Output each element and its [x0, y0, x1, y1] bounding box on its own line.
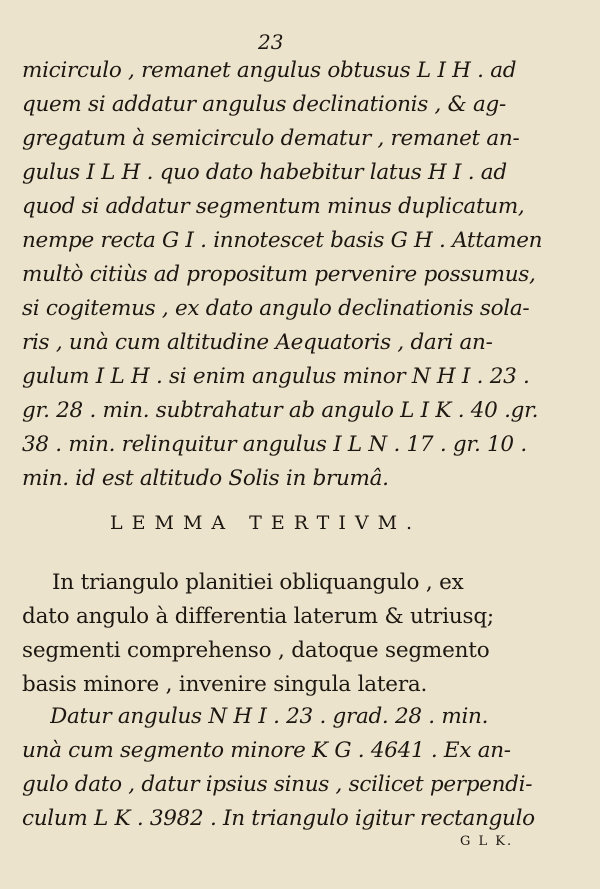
section-heading: LEMMA TERTIVM. — [110, 512, 422, 534]
text-line: basis minore , invenire singula latera. — [22, 672, 428, 697]
text-line: gulum I L H . si enim angulus minor N H I . 23 . — [22, 364, 530, 389]
text-line: quem si addatur angulus declinationis , & ag- — [22, 92, 506, 117]
text-line: culum L K . 3982 . In triangulo igitur rectangulo — [22, 806, 535, 831]
text-line: min. id est altitudo Solis in brumâ. — [22, 466, 389, 491]
text-line: si cogitemus , ex dato angulo declinationis sola- — [22, 296, 530, 321]
text-line: In triangulo planitiei obliquangulo , ex — [52, 570, 464, 595]
text-line: gulo dato , datur ipsius sinus , scilicet perpendi- — [22, 772, 533, 797]
text-line: dato angulo à differentia laterum & utriusq; — [22, 604, 494, 629]
text-line: multò citiùs ad propositum pervenire possumus, — [22, 262, 536, 287]
catchword: G L K. — [460, 834, 514, 849]
text-line: gulus I L H . quo dato habebitur latus H I . ad — [22, 160, 507, 185]
text-line: ris , unà cum altitudine Aequatoris , dari an- — [22, 330, 493, 355]
text-line: Datur angulus N H I . 23 . grad. 28 . min. — [50, 704, 489, 729]
text-line: gr. 28 . min. subtrahatur ab angulo L I K . 40 .gr. — [22, 398, 539, 423]
text-line: 38 . min. relinquitur angulus I L N . 17 . gr. 10 . — [22, 432, 527, 457]
text-line: quod si addatur segmentum minus duplicatum, — [22, 194, 525, 219]
text-line: unà cum segmento minore K G . 4641 . Ex an- — [22, 738, 511, 763]
text-line: segmenti comprehenso , datoque segmento — [22, 638, 490, 663]
text-line: gregatum à semicirculo dematur , remanet an- — [22, 126, 520, 151]
text-line: nempe recta G I . innotescet basis G H . Attamen — [22, 228, 543, 253]
text-line: micirculo , remanet angulus obtusus L I H . ad — [22, 58, 517, 83]
page-number: 23 — [258, 30, 284, 54]
